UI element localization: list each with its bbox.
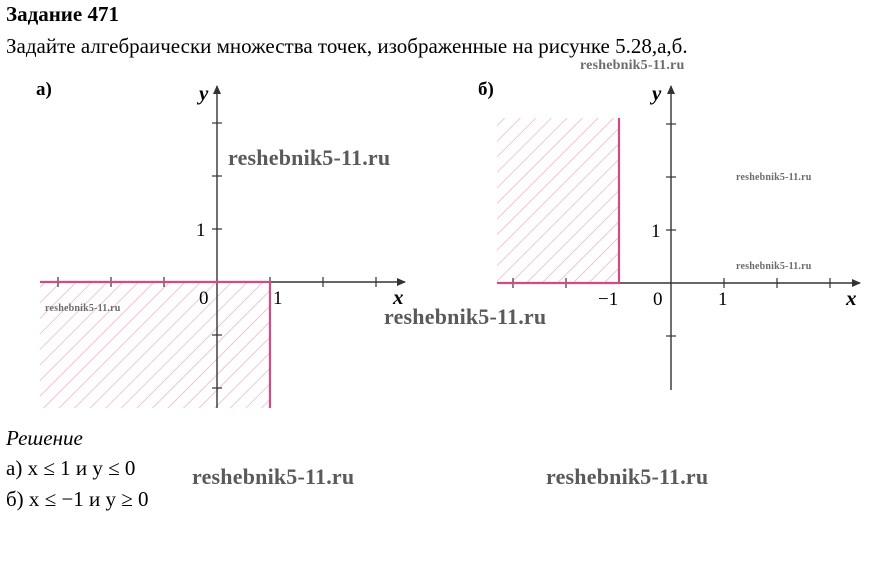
graph-a-y-label: y (199, 81, 209, 105)
watermark: reshebnik5-11.ru (384, 304, 547, 329)
graph-b-x-label: x (846, 286, 857, 310)
watermark: reshebnik5-11.ru (736, 261, 812, 272)
graph-b-x-tick-label: 1 (718, 289, 728, 310)
graph-a-y-tick-label: 1 (196, 220, 206, 241)
graph-b-panel-label: б) (478, 79, 494, 100)
graph-b-x-neg-tick-label: −1 (598, 289, 619, 310)
watermark: reshebnik5-11.ru (192, 464, 355, 489)
graph-a-x-tick-label: 1 (273, 288, 283, 309)
graph-b-shaded-region (497, 118, 619, 283)
task-title: Задание 471 (6, 2, 119, 26)
graph-b (478, 79, 860, 390)
graph-b-origin-label: 0 (653, 289, 663, 310)
answer-a: а) x ≤ 1 и y ≤ 0 (6, 456, 136, 480)
watermark: reshebnik5-11.ru (736, 172, 812, 183)
solution-heading: Решение (6, 426, 83, 450)
answer-b: б) x ≤ −1 и y ≥ 0 (6, 487, 149, 511)
watermark: reshebnik5-11.ru (228, 145, 391, 170)
graph-a-origin-label: 0 (199, 288, 209, 309)
graph-a (36, 79, 405, 408)
watermark: reshebnik5-11.ru (45, 303, 121, 314)
watermark: reshebnik5-11.ru (546, 464, 709, 489)
graph-a-shaded-region (40, 282, 270, 408)
watermark: reshebnik5-11.ru (580, 58, 685, 73)
graph-b-y-tick-label: 1 (651, 221, 661, 242)
task-prompt: Задайте алгебраически множества точек, изображенные на рисунке 5.28,а,б. (6, 34, 688, 58)
graph-b-y-label: y (652, 81, 662, 105)
graph-a-x-label: x (393, 285, 404, 309)
graph-a-panel-label: а) (36, 79, 52, 100)
